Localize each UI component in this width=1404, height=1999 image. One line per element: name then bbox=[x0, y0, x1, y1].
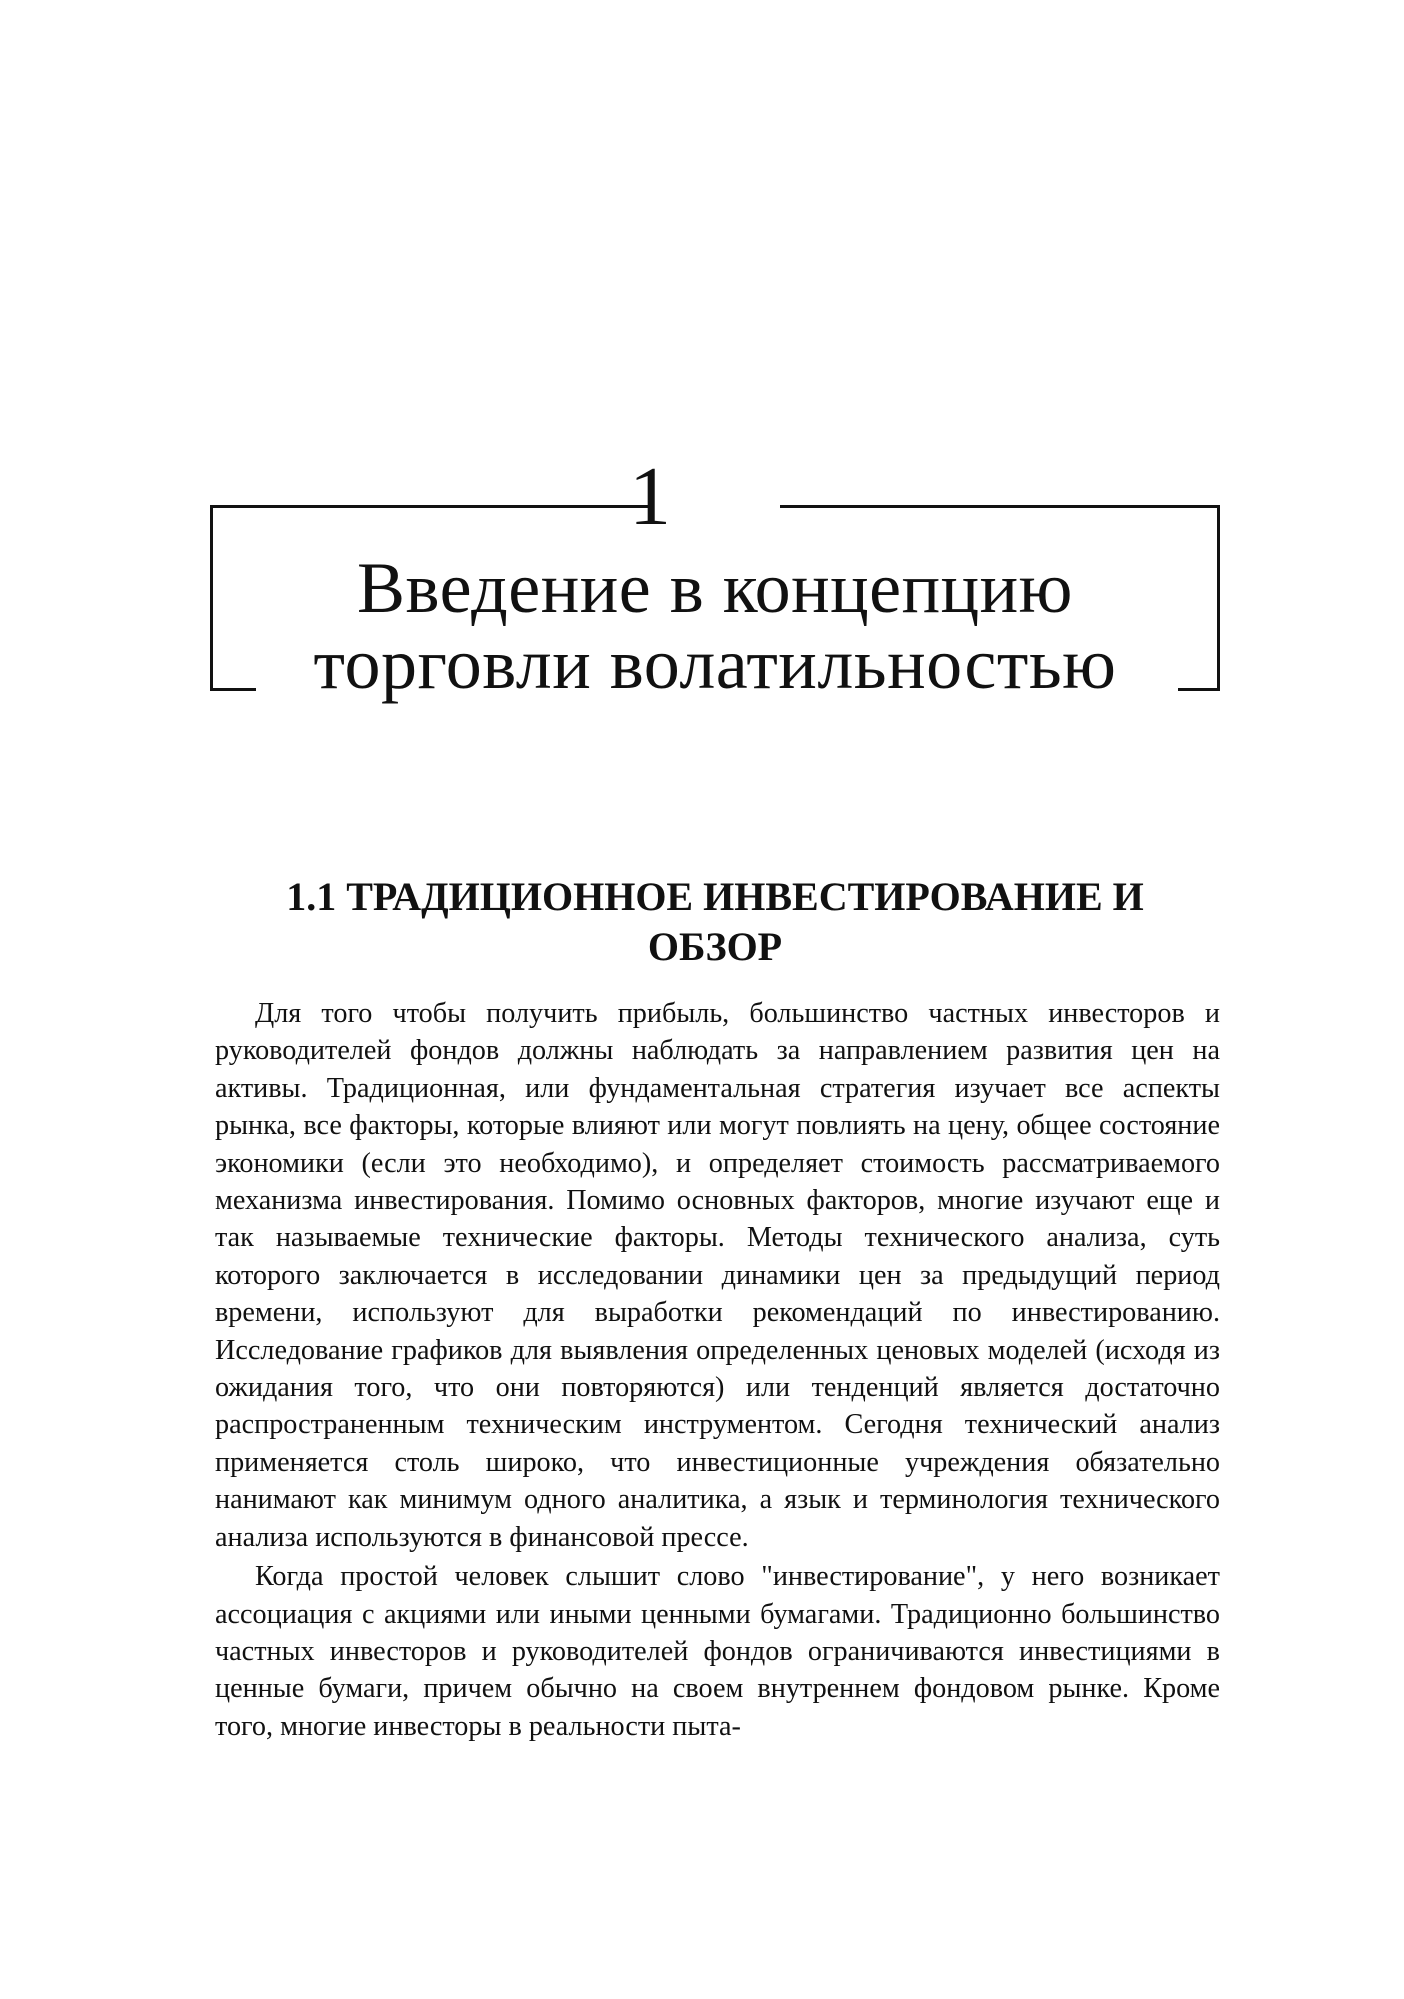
body-text bbox=[215, 995, 1220, 1745]
chapter-title-line-2: торговли волатильностью bbox=[313, 624, 1117, 704]
chapter-title-line-1: Введение в концепцию bbox=[357, 548, 1073, 628]
section-heading-line-2: ОБЗОР bbox=[647, 924, 783, 969]
section-heading-line-1: 1.1 ТРАДИЦИОННОЕ ИНВЕСТИРОВАНИЕ И bbox=[286, 874, 1144, 919]
paragraph: Когда простой человек слышит слово "инвестирование", у него возникает ассоциация с акциями или иными ценными бумагами. Традиционно большинство частных инвесторов и руководителей фондов ограничиваются инвестициями в ценные бумаги, причем обычно на своем внутреннем фондовом рынке. Кроме того, многие инвесторы в реальности пыта- bbox=[215, 1561, 1220, 1742]
paragraph: Для того чтобы получить прибыль, большинство частных инвесторов и руководителей фондов должны наблюдать за направлением развития цен на активы. Традиционная, или фундаментальная стратегия изучает все аспекты рынка, все факторы, которые влияют или могут повлиять на цену, общее состояние экономики (если это необходимо), и определяет стоимость рассматриваемого механизма инвестирования. Помимо основных факторов, многие изучают еще и так называемые технические факторы. Методы технического анализа, суть которого заключается в исследовании динамики цен за предыдущий период времени, используют для выработки рекомендаций по инвестированию. Исследование графиков для выявления определенных ценовых моделей (исходя из ожидания того, что они повторяются) или тенденций является достаточно распространенным техническим инструментом. Сегодня технический анализ применяется столь широко, что инвестиционные учреждения обязательно нанимают как минимум одного аналитика, а язык и терминология технического анализа используются в финансовой прессе. bbox=[215, 998, 1220, 1553]
frame-top-right-rule bbox=[780, 505, 1220, 508]
section-heading bbox=[210, 872, 1220, 972]
chapter-title bbox=[210, 550, 1220, 702]
chapter-number: 1 bbox=[629, 450, 671, 543]
